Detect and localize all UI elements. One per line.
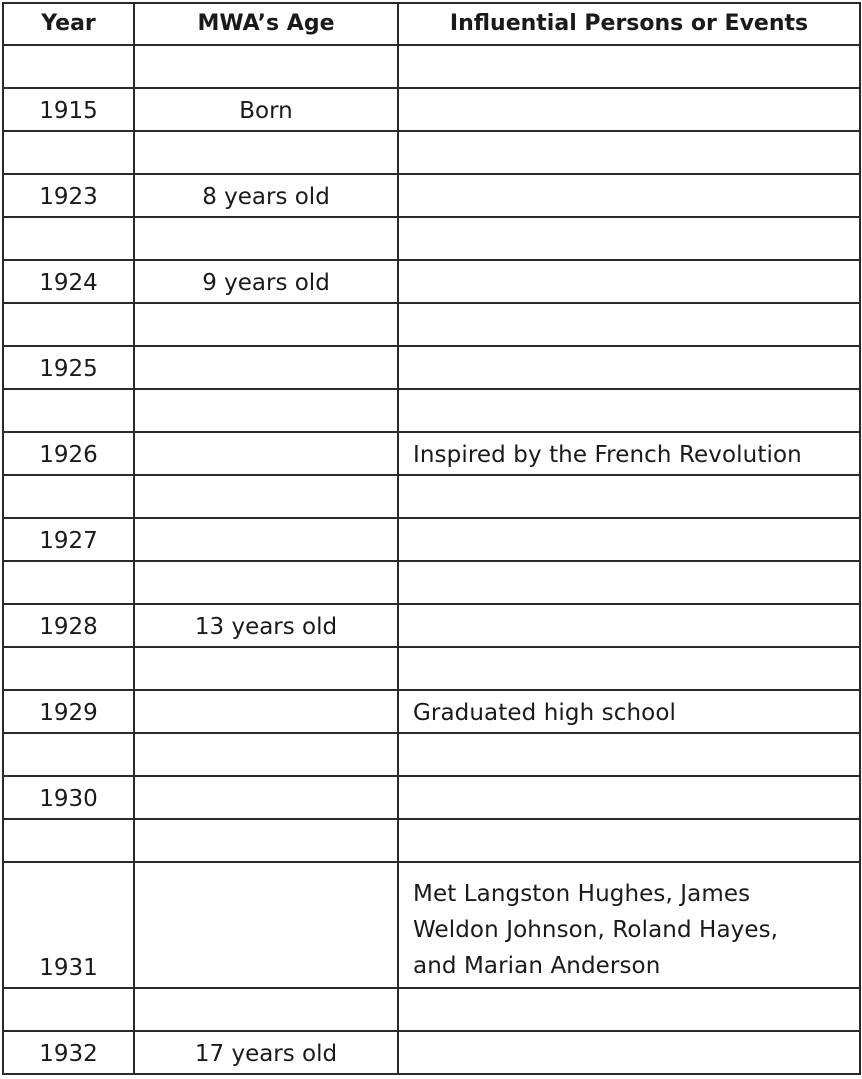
age-cell <box>134 862 398 988</box>
age-cell: 13 years old <box>134 604 398 647</box>
event-text: Inspired by the French Revolution <box>413 442 802 468</box>
age-cell <box>134 346 398 389</box>
event-cell <box>398 432 860 475</box>
year-cell <box>3 733 134 776</box>
header-year: Year <box>3 3 134 45</box>
year-cell <box>3 45 134 88</box>
table-row <box>3 174 860 217</box>
table-row <box>3 862 860 988</box>
event-cell <box>398 561 860 604</box>
year-cell: 1928 <box>3 604 134 647</box>
table-row <box>3 733 860 776</box>
event-cell <box>398 604 860 647</box>
age-cell <box>134 45 398 88</box>
year-cell: 1924 <box>3 260 134 303</box>
year-cell: 1926 <box>3 432 134 475</box>
age-cell: 17 years old <box>134 1031 398 1074</box>
event-cell <box>398 819 860 862</box>
header-row <box>3 3 860 45</box>
year-cell: 1931 <box>3 862 134 988</box>
event-cell <box>398 862 860 988</box>
age-cell: 8 years old <box>134 174 398 217</box>
year-cell: 1923 <box>3 174 134 217</box>
age-cell <box>134 776 398 819</box>
age-cell <box>134 432 398 475</box>
event-cell <box>398 131 860 174</box>
age-cell <box>134 131 398 174</box>
event-cell <box>398 260 860 303</box>
age-cell <box>134 647 398 690</box>
year-cell: 1932 <box>3 1031 134 1074</box>
event-cell <box>398 88 860 131</box>
table-row <box>3 475 860 518</box>
event-text: Graduated high school <box>413 700 677 726</box>
age-cell <box>134 475 398 518</box>
header-event: Influential Persons or Events <box>398 3 860 45</box>
table-body <box>3 45 860 1074</box>
age-cell <box>134 690 398 733</box>
table-row <box>3 561 860 604</box>
table-row <box>3 260 860 303</box>
year-cell: 1925 <box>3 346 134 389</box>
event-cell <box>398 174 860 217</box>
age-cell <box>134 733 398 776</box>
table-row <box>3 819 860 862</box>
year-cell <box>3 647 134 690</box>
year-cell <box>3 217 134 260</box>
year-cell <box>3 561 134 604</box>
event-cell <box>398 518 860 561</box>
header-age: MWA’s Age <box>134 3 398 45</box>
age-cell <box>134 389 398 432</box>
event-text: Met Langston Hughes, James Weldon Johnson, Roland Hayes, and Marian Anderson <box>413 881 779 979</box>
event-cell <box>398 733 860 776</box>
table-row <box>3 346 860 389</box>
year-cell <box>3 475 134 518</box>
year-cell <box>3 819 134 862</box>
year-cell <box>3 131 134 174</box>
table-row <box>3 604 860 647</box>
age-cell: Born <box>134 88 398 131</box>
year-cell <box>3 389 134 432</box>
event-cell <box>398 303 860 346</box>
event-cell <box>398 776 860 819</box>
year-cell <box>3 303 134 346</box>
table-row <box>3 1031 860 1074</box>
year-cell: 1929 <box>3 690 134 733</box>
table-row <box>3 303 860 346</box>
table-row <box>3 45 860 88</box>
age-cell <box>134 988 398 1031</box>
event-cell <box>398 690 860 733</box>
table-row <box>3 647 860 690</box>
age-cell: 9 years old <box>134 260 398 303</box>
table-row <box>3 432 860 475</box>
table-row <box>3 88 860 131</box>
year-cell: 1930 <box>3 776 134 819</box>
event-cell <box>398 217 860 260</box>
table-row <box>3 131 860 174</box>
table-row <box>3 776 860 819</box>
event-cell <box>398 1031 860 1074</box>
age-cell <box>134 303 398 346</box>
table-row <box>3 217 860 260</box>
table-row <box>3 518 860 561</box>
table-row <box>3 690 860 733</box>
event-cell <box>398 45 860 88</box>
event-cell <box>398 647 860 690</box>
event-cell <box>398 475 860 518</box>
event-cell <box>398 988 860 1031</box>
age-cell <box>134 217 398 260</box>
timeline-table <box>2 2 861 1075</box>
event-cell <box>398 346 860 389</box>
year-cell: 1915 <box>3 88 134 131</box>
year-cell <box>3 988 134 1031</box>
table-row <box>3 988 860 1031</box>
table-row <box>3 389 860 432</box>
age-cell <box>134 561 398 604</box>
year-cell: 1927 <box>3 518 134 561</box>
age-cell <box>134 518 398 561</box>
age-cell <box>134 819 398 862</box>
event-cell <box>398 389 860 432</box>
